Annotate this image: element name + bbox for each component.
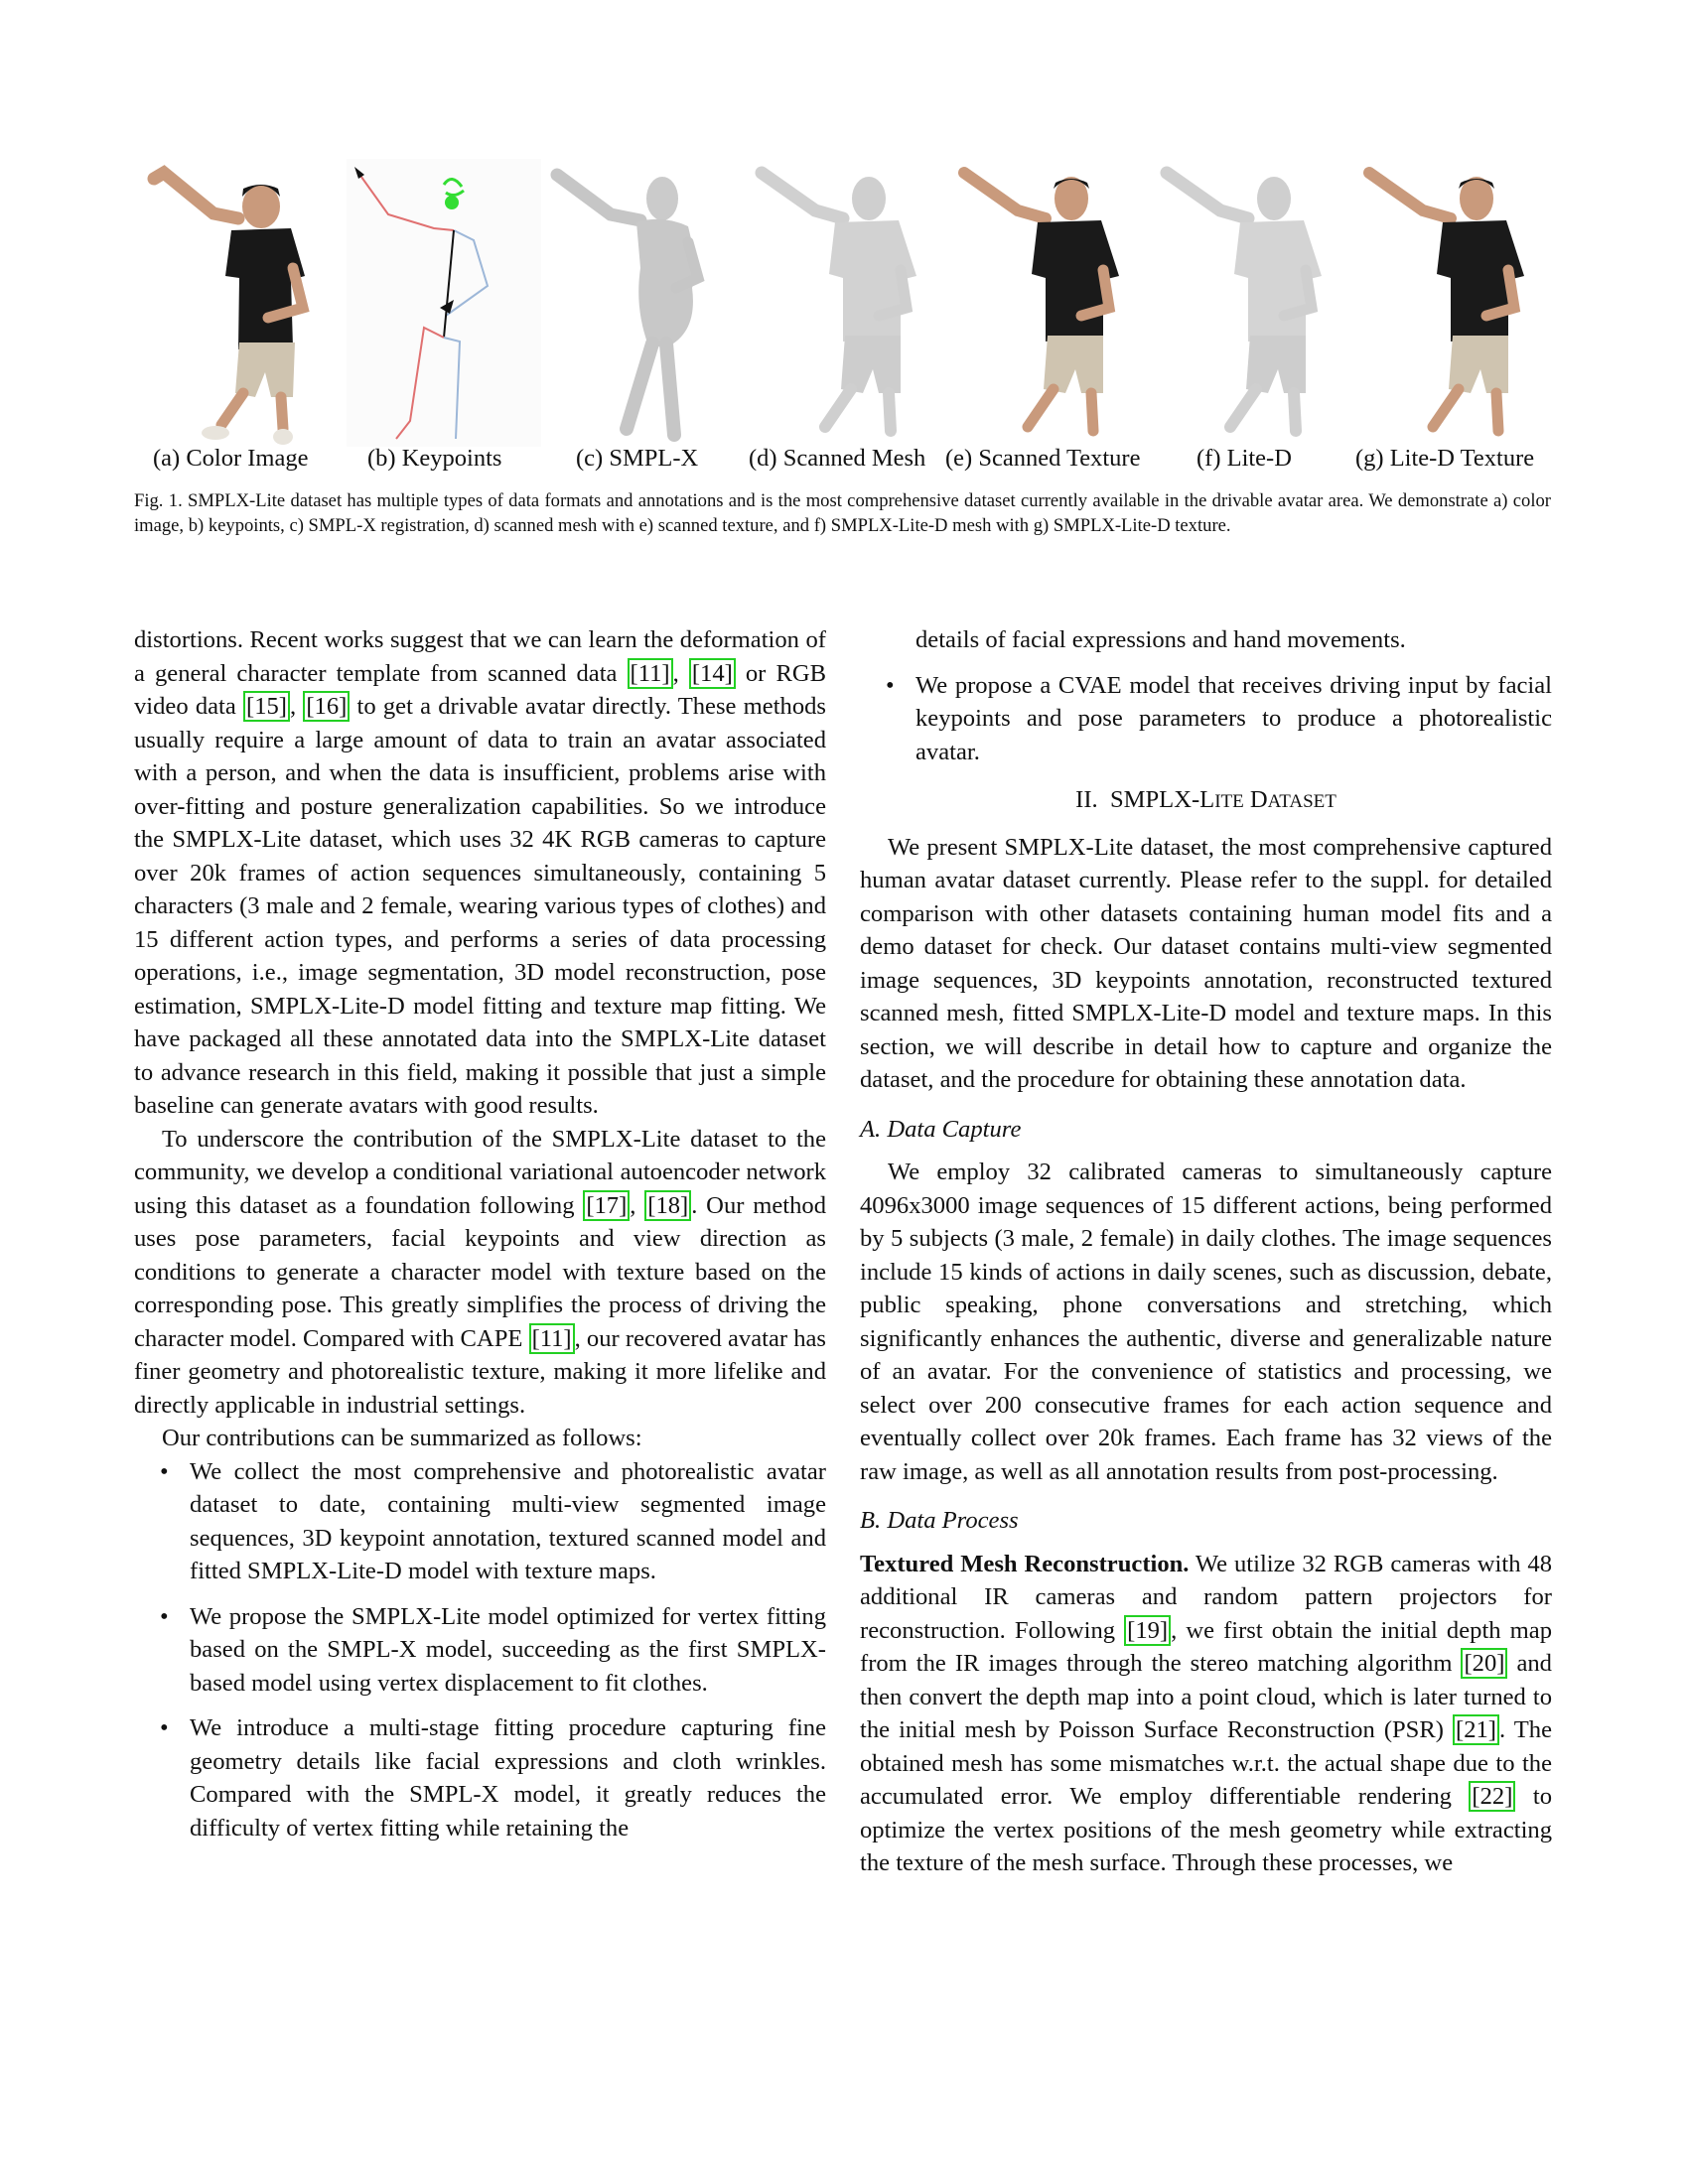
scanned-mesh-icon [752,159,946,447]
contribution-list [134,1455,826,1845]
text: and then convert the depth map into a point cloud, which is later turned to the initial mesh by Poisson Surface Reconstruction (PSR) [860,1650,1552,1743]
list-item: • We propose a CVAE model that receives driving input by facial keypoints and pose parameters to produce a photorealistic avatar. [860,669,1552,769]
text: . The obtained mesh has some mismatches w.r.t. the actual shape due to the accumulated error. We employ differentiable rendering [860,1716,1552,1810]
subcaption-f: (f) Lite-D [1196,445,1292,472]
textured-mesh-icon [954,159,1149,447]
right-column [860,623,1552,1880]
subcaption-g: (g) Lite-D Texture [1355,445,1535,472]
panel-lite-d-texture [1359,159,1554,447]
text: distortions. Recent works suggest that we can learn the deformation of a general character template from scanned data [134,626,826,687]
text: , [630,1191,645,1219]
figure-1 [144,159,1554,486]
citation-link[interactable]: [18] [644,1190,691,1221]
list-item: • We collect the most comprehensive and photorealistic avatar dataset to date, containing multi-view segmented image sequences, 3D keypoint annotation, textured scanned model and fitted SMPLX-Lite-D model with texture maps. [134,1455,826,1588]
section-title-part: ATASET [1267,791,1336,812]
person-photo-icon [144,159,339,447]
list-item: • We propose the SMPLX-Lite model optimized for vertex fitting based on the SMPL-X model, succeeding as the first SMPLX-based model using vertex displacement to fit clothes. [134,1600,826,1701]
paragraph-data-capture: We employ 32 calibrated cameras to simultaneously capture 4096x3000 image sequences of 15 different actions, being performed by 5 subjects (3 male, 2 female) in daily clothes. The image sequences include 15 kinds of actions in daily scenes, such as discussion, debate, public speaking, phone conversations and stretching, which significantly enhances the authentic, diverse and generalizable nature of an avatar. For the convenience of statistics and processing, we select over 200 consecutive frames for each action sequence and eventually collect over 20k frames. Each frame has 32 views of the raw image, as well as all annotation results from post-processing. [860,1159,1552,1485]
text: , [672,659,689,687]
paragraph-summary-lead: Our contributions can be summarized as follows: [162,1425,642,1451]
citation-link[interactable]: [16] [303,691,350,722]
citation-link[interactable]: [11] [628,658,673,689]
citation-link[interactable]: [20] [1461,1648,1507,1679]
citation-link[interactable]: [11] [529,1323,575,1354]
paragraph-mesh-reconstruction [860,1548,1552,1880]
list-item-continued: details of facial expressions and hand movements. [915,626,1406,653]
subcaption-b: (b) Keypoints [367,445,502,472]
citation-link[interactable]: [21] [1453,1714,1499,1745]
subcaption-d: (d) Scanned Mesh [749,445,926,472]
panel-smplx [549,159,744,447]
subcaption-a: (a) Color Image [153,445,309,472]
figure-caption: Fig. 1. SMPLX-Lite dataset has multiple types of data formats and annotations and is the most comprehensive dataset currently available in the drivable avatar area. We demonstrate a) color image, b) keypoints, c) SMPL-X registration, d) scanned mesh with e) scanned texture, and f) SMPLX-Lite-D mesh with g) SMPLX-Lite-D texture. [134,490,1551,536]
skeleton-keypoints-icon [347,159,541,447]
paragraph-intro-continued [134,623,826,1123]
section-title-part: D [1243,786,1268,813]
list-item: • We introduce a multi-stage fitting procedure capturing fine geometry details like facial expressions and cloth wrinkles. Compared with the SMPL-X model, it greatly reduces the difficulty of vertex fitting while retaining the [134,1711,826,1844]
body-mesh-icon [549,159,744,447]
subcaption-c: (c) SMPL-X [576,445,699,472]
panel-lite-d [1157,159,1351,447]
citation-link[interactable]: [19] [1124,1615,1171,1646]
paragraph-contribution [134,1123,826,1423]
left-column [134,623,826,1844]
text: , our recovered avatar has finer geometry and photorealistic texture, making it more lifelike and directly applicable in industrial settings. [134,1324,826,1419]
citation-link[interactable]: [17] [583,1190,630,1221]
section-number: II. [1075,786,1098,813]
subcaption-e: (e) Scanned Texture [945,445,1141,472]
text: to optimize the vertex positions of the mesh geometry while extracting the texture of the mesh surface. Through these processes, we [860,1783,1552,1876]
text: or RGB video data [134,659,827,720]
lite-d-mesh-icon [1157,159,1351,447]
panel-scanned-texture [954,159,1149,447]
text: , [290,693,304,720]
citation-link[interactable]: [22] [1469,1781,1515,1812]
text: To underscore the contribution of the SMPLX-Lite dataset to the community, we develop a conditional variational autoencoder network using this dataset as a foundation following [134,1125,826,1219]
text: , we first obtain the initial depth map from the IR images through the stereo matching algorithm [860,1616,1552,1677]
panel-keypoints [347,159,541,447]
paragraph-dataset-intro: We present SMPLX-Lite dataset, the most comprehensive captured human avatar dataset currently. Please refer to the suppl. for detailed comparison with other datasets containing human model fits and a demo dataset for check. Our dataset contains multi-view segmented image sequences, 3D keypoints annotation, reconstructed textured scanned mesh, fitted SMPLX-Lite-D model and texture maps. In this section, we will describe in detail how to capture and organize the dataset, and the procedure for obtaining these annotation data. [860,833,1552,1093]
paragraph-lead: Textured Mesh Reconstruction. [860,1550,1190,1577]
section-title-part: ITE [1214,791,1244,812]
lite-d-texture-icon [1359,159,1554,447]
section-title-part: SMPLX-L [1109,786,1215,813]
section-heading-dataset [860,783,1552,819]
subcaptions [139,445,1559,478]
text: to get a drivable avatar directly. These methods usually require a large amount of data to train an avatar associated with a person, and when the data is insufficient, problems arise with over-fitting and posture generalization capabilities. So we introduce the SMPLX-Lite dataset, which uses 32 4K RGB cameras to capture over 20k frames of action sequences simultaneously, containing 5 characters (3 male and 2 female, wearing various types of clothes) and 15 different action types, and performs a series of data processing operations, i.e., image segmentation, 3D model reconstruction, pose estimation, SMPLX-Lite-D model fitting and texture map fitting. We have packaged all these annotated data into the SMPLX-Lite dataset to advance research in this field, making it possible that just a simple baseline can generate avatars with good results. [134,693,826,1119]
subsection-heading-data-capture: A. Data Capture [860,1115,1022,1143]
text: . Our method uses pose parameters, facial keypoints and view direction as conditions to generate a character model with texture based on the corresponding pose. This greatly simplifies the process of driving the character model. Compared with CAPE [134,1191,826,1352]
subsection-heading-data-process: B. Data Process [860,1507,1019,1534]
text: We utilize 32 RGB cameras with 48 additional IR cameras and random pattern projectors for reconstruction. Following [860,1550,1553,1644]
panel-color-image [144,159,339,447]
citation-link[interactable]: [15] [243,691,290,722]
citation-link[interactable]: [14] [689,658,736,689]
panel-scanned-mesh [752,159,946,447]
contribution-list-continued [860,623,1552,768]
